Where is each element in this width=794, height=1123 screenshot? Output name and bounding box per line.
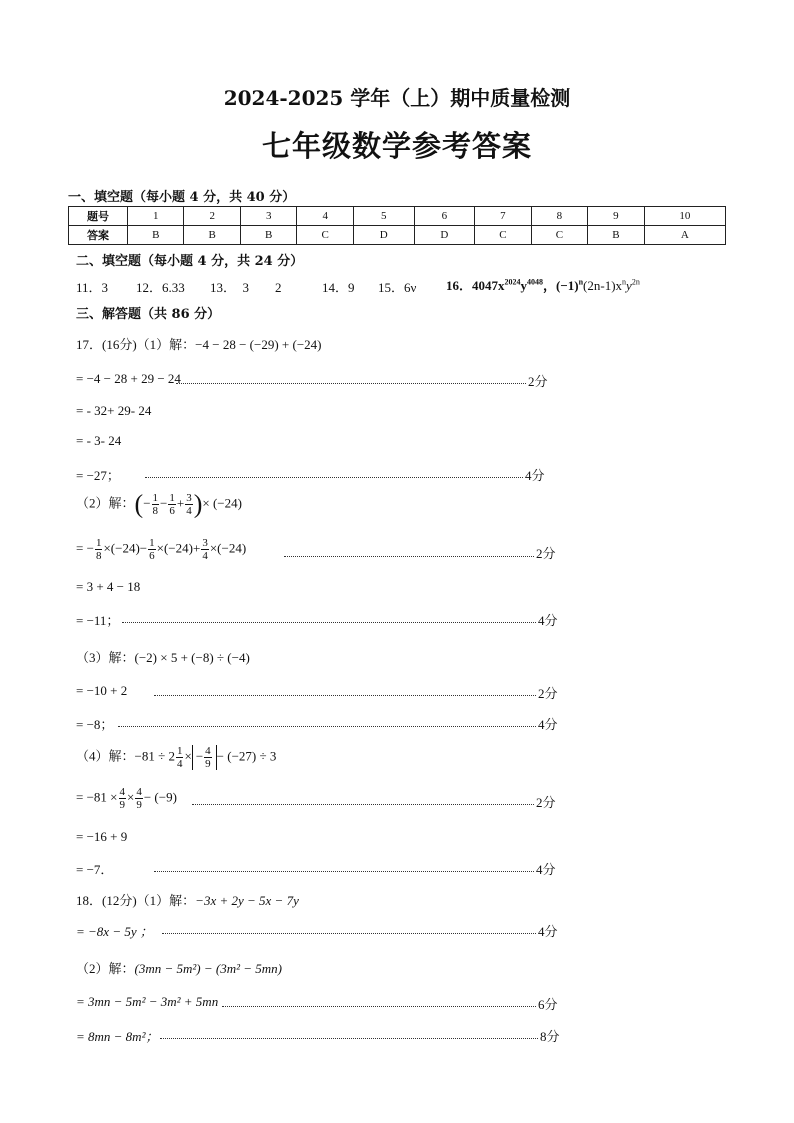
dotted-leader	[284, 556, 534, 557]
score-mark: 2分	[536, 546, 556, 561]
section2-heading: 二、填空题（每小题 4 分，共 24 分）	[76, 254, 304, 269]
q17-1-step2: = - 32+ 29- 24	[76, 403, 152, 418]
plus-sign: +	[176, 495, 185, 511]
numerator: 1	[95, 537, 102, 549]
q17-3-step1: = −10 + 2	[76, 683, 128, 698]
answer-16-exponent: 4048	[527, 277, 544, 287]
question-number: 2	[184, 207, 240, 226]
score-mark: 2分	[538, 686, 558, 701]
score-mark: 4分	[538, 924, 558, 939]
q17-3-expression: (−2) × 5 + (−8) ÷ (−4)	[134, 650, 250, 665]
fraction	[119, 786, 127, 811]
answer-16-exponent: 2024	[504, 277, 521, 287]
denominator: 4	[176, 758, 183, 770]
denominator: 8	[152, 505, 159, 517]
fraction	[204, 745, 212, 770]
q17-3-line	[76, 647, 250, 666]
denominator: 4	[202, 550, 208, 562]
times-sign: ×	[127, 789, 135, 805]
dotted-leader	[192, 804, 534, 805]
answer-table	[68, 206, 726, 245]
q17-2-times: × (−24)	[202, 495, 242, 511]
score-mark: 2分	[536, 795, 556, 810]
minus-sign: −	[195, 748, 204, 764]
q17-1-step1: = −4 − 28 + 29 − 24	[76, 371, 181, 386]
times-sign: ×	[209, 540, 218, 556]
right-paren: )	[193, 489, 203, 519]
question-number: 8	[531, 207, 587, 226]
score-mark: 4分	[536, 862, 556, 877]
dotted-leader	[145, 477, 523, 478]
answer-16-part: 16．4047x	[446, 278, 505, 293]
q18-heading: 18．(12分)（1）解：	[76, 893, 196, 908]
question-number: 3	[240, 207, 296, 226]
numerator: 1	[169, 492, 175, 504]
section1-heading: 一、填空题（每小题 4 分，共 40 分）	[68, 190, 296, 205]
answer-cell: B	[128, 226, 184, 245]
answer-15: 15．6ν	[378, 280, 417, 295]
answer-16-part: y	[520, 278, 528, 293]
q17-4-expr-part: − (−27) ÷ 3	[216, 748, 277, 764]
fraction	[152, 492, 160, 517]
q17-4-step1	[76, 786, 177, 811]
question-number: 7	[475, 207, 531, 226]
q17-1-line	[76, 334, 321, 353]
answer-cell: A	[644, 226, 725, 245]
q17-4-expr-part: −81 ÷ 2	[134, 748, 175, 764]
q17-4-step1-part: = −81 ×	[76, 789, 118, 805]
dotted-leader	[222, 1006, 536, 1007]
q18-1-expression: −3x + 2y − 5x − 7y	[195, 893, 299, 908]
answer-cell: D	[414, 226, 475, 245]
q18-2-step2: = 8mn − 8m²；	[76, 1029, 159, 1044]
minus-sign: −	[143, 495, 151, 511]
score-mark: 6分	[538, 997, 558, 1012]
answer-13: 13． 3 2	[210, 280, 282, 295]
q17-4-step2: = −16 + 9	[76, 829, 128, 844]
q18-2-expression: (3mn − 5m²) − (3m² − 5mn)	[134, 961, 282, 976]
denominator: 9	[136, 799, 142, 811]
q17-1-expression: −4 − 28 − (−29) + (−24)	[195, 337, 322, 352]
minus-sign: −	[139, 540, 148, 556]
dotted-leader	[118, 726, 536, 727]
table-row	[69, 207, 726, 226]
denominator: 9	[205, 758, 211, 770]
answer-key-title: 七年级数学参考答案	[261, 129, 532, 163]
q17-1-step4: = −27；	[76, 468, 120, 483]
answer-16-part: ，(−1)	[543, 278, 579, 293]
question-number: 10	[644, 207, 725, 226]
numerator: 4	[119, 786, 125, 798]
denominator: 8	[95, 550, 102, 562]
q17-3-step2: = −8；	[76, 717, 114, 732]
answer-16-exponent: 2n	[631, 277, 640, 287]
fraction	[185, 492, 193, 517]
denominator: 6	[149, 550, 155, 562]
numerator: 3	[186, 492, 192, 504]
minus-sign: −	[160, 495, 168, 511]
answer-cell: B	[588, 226, 644, 245]
fraction	[201, 537, 209, 562]
score-mark: 4分	[525, 468, 545, 483]
row-label-answer: 答案	[69, 226, 128, 245]
question-number: 4	[297, 207, 353, 226]
answer-cell: C	[531, 226, 587, 245]
answer-cell: C	[475, 226, 531, 245]
numerator: 1	[176, 745, 183, 757]
times-sign: ×	[156, 540, 164, 556]
row-label-number: 题号	[69, 207, 128, 226]
q18-2-step1: = 3mn − 5m² − 3m² + 5mn	[76, 994, 219, 1009]
minus-sign: −	[86, 540, 94, 556]
q18-1-step1: = −8x − 5y ；	[76, 924, 153, 939]
question-number: 1	[128, 207, 184, 226]
absolute-value	[192, 745, 217, 770]
answer-14: 14．9	[322, 280, 355, 295]
q17-4-heading: （4）解：	[76, 748, 135, 764]
times-sign: ×	[184, 748, 192, 764]
q17-1-step3: = - 3- 24	[76, 433, 122, 448]
times-sign: ×	[103, 540, 111, 556]
dotted-leader	[154, 695, 536, 696]
fraction	[176, 745, 184, 770]
numerator: 3	[202, 537, 208, 549]
q17-4-line	[76, 745, 276, 770]
answer-16	[446, 275, 640, 294]
dotted-leader	[160, 1038, 538, 1039]
q17-4-step1-part: − (−9)	[143, 789, 177, 805]
q17-heading: 17．(16分)（1）解：	[76, 337, 196, 352]
answer-cell: B	[184, 226, 240, 245]
fraction	[135, 786, 143, 811]
answer-16-exponent: n	[622, 277, 627, 287]
table-row	[69, 226, 726, 245]
denominator: 6	[169, 505, 175, 517]
q17-2-line	[76, 489, 242, 519]
q18-2-line	[76, 958, 282, 977]
q17-3-heading: （3）解：	[76, 650, 135, 665]
q17-2-step3: = −11；	[76, 613, 120, 628]
numerator: 1	[149, 537, 155, 549]
fraction	[148, 537, 156, 562]
score-mark: 4分	[538, 613, 558, 628]
answer-11: 11．3	[76, 280, 109, 295]
q18-2-heading: （2）解：	[76, 961, 135, 976]
question-number: 5	[353, 207, 414, 226]
answer-cell: B	[240, 226, 296, 245]
dotted-leader	[122, 622, 536, 623]
answer-cell: C	[297, 226, 353, 245]
left-paren: (	[134, 489, 144, 519]
dotted-leader	[154, 871, 534, 872]
q17-2-heading: （2）解：	[76, 495, 135, 511]
operand: (−24)	[217, 540, 247, 556]
operand: (−24)	[110, 540, 140, 556]
answer-16-part: (2n-1)x	[583, 278, 623, 293]
answer-16-exponent: n	[578, 277, 584, 287]
score-mark: 2分	[528, 374, 548, 389]
dotted-leader	[176, 383, 526, 384]
q17-4-step3: = −7．	[76, 862, 114, 877]
denominator: 4	[186, 505, 192, 517]
numerator: 4	[205, 745, 211, 757]
answer-12: 12．6.33	[136, 280, 185, 295]
exam-title: 2024-2025 学年（上）期中质量检测	[223, 86, 571, 110]
fraction	[95, 537, 103, 562]
question-number: 9	[588, 207, 644, 226]
q17-2-step1: = − $\frac{1}{8}$ ×(−24)− $\frac{1}{6}$ ×(−24)+ $\frac{3}{4}$ ×(−24)	[76, 537, 247, 562]
operand: (−24)	[163, 540, 193, 556]
denominator: 9	[119, 799, 125, 811]
score-mark: 8分	[540, 1029, 560, 1044]
answer-cell: D	[353, 226, 414, 245]
numerator: 1	[152, 492, 159, 504]
dotted-leader	[162, 933, 536, 934]
plus-sign: +	[192, 540, 201, 556]
q18-1-line	[76, 890, 299, 909]
q17-2-step2: = 3 + 4 − 18	[76, 579, 141, 594]
question-number: 6	[414, 207, 475, 226]
score-mark: 4分	[538, 717, 558, 732]
answer-16-part: y	[626, 278, 632, 293]
fraction	[168, 492, 176, 517]
numerator: 4	[136, 786, 142, 798]
section3-heading: 三、解答题（共 86 分）	[76, 307, 221, 322]
